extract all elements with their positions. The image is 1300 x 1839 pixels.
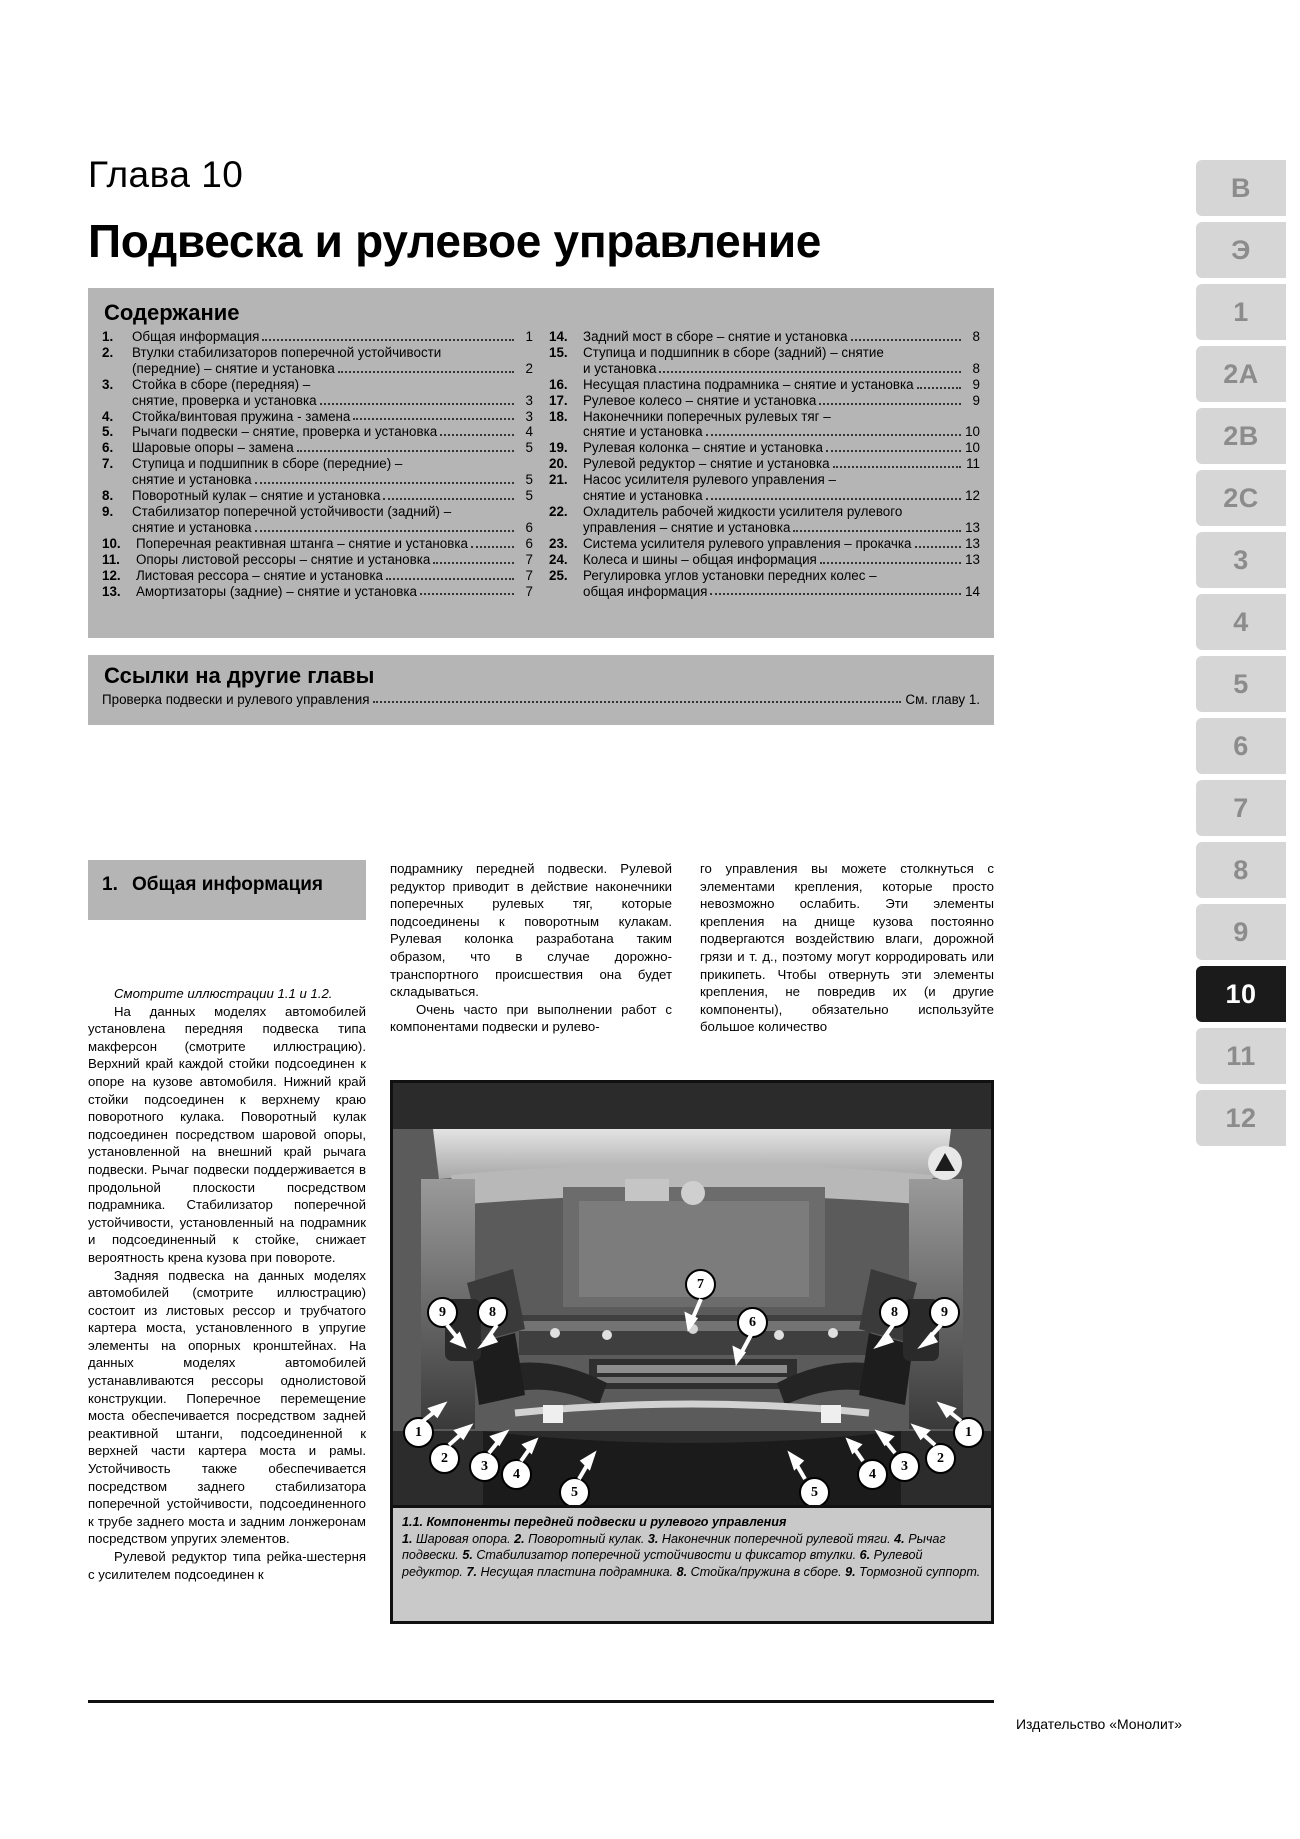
callout-9-right: 9	[929, 1297, 960, 1328]
toc-item-number: 3.	[102, 376, 114, 392]
tab-label: 8	[1233, 854, 1249, 885]
legend-num-6: 6.	[859, 1548, 871, 1562]
toc-item[interactable]	[102, 584, 533, 600]
toc-item-continuation	[102, 520, 533, 536]
toc-item-label: Система усилителя рулевого управления – прокачка	[583, 535, 912, 551]
toc-leader	[833, 457, 961, 468]
toc-item-continuation	[549, 584, 980, 600]
toc-item[interactable]	[549, 440, 980, 456]
toc-leader	[420, 584, 514, 595]
tab-label: 12	[1225, 1102, 1257, 1133]
callout-4-right: 4	[857, 1459, 888, 1490]
toc-item[interactable]	[102, 424, 533, 440]
toc-item-number: 20.	[549, 456, 568, 472]
tab-v[interactable]	[1196, 160, 1286, 216]
toc-leader	[386, 569, 514, 580]
body-paragraph: подрамнику передней подвески. Рулевой редуктор приводит в действие наконечники поперечных рулевых тяг, которые подсоединены к поворотным кулакам. Рулевая колонка разработана таким образом, что в случае дорожно-транспортного происшествия она будет складываться.	[390, 861, 672, 1000]
toc-heading: Содержание	[104, 300, 240, 325]
tab-label: 2С	[1223, 482, 1259, 513]
body-paragraph-italic: Смотрите иллюстрации 1.1 и 1.2.	[114, 986, 333, 1001]
callout-6: 6	[737, 1307, 768, 1338]
callout-3-right: 3	[889, 1451, 920, 1482]
figure-caption-title: 1.1. Компоненты передней подвески и рулевого управления	[402, 1515, 787, 1529]
body-paragraph: Очень часто при выполнении работ с компонентами подвески и рулево-	[390, 1001, 672, 1035]
toc-item-page: 6	[525, 519, 533, 535]
toc-item-continuation	[549, 520, 980, 536]
toc-item-number: 6.	[102, 440, 114, 456]
tab-label: 7	[1233, 792, 1249, 823]
tab-6[interactable]	[1196, 718, 1286, 774]
callout-2-right: 2	[925, 1443, 956, 1474]
toc-item[interactable]	[549, 329, 980, 345]
toc-item-number: 11.	[102, 551, 120, 567]
tab-11[interactable]	[1196, 1028, 1286, 1084]
footer-divider	[88, 1700, 994, 1703]
legend-text-6: Рулевой редуктор.	[402, 1548, 923, 1579]
tab-label: 3	[1233, 544, 1249, 575]
toc-item[interactable]	[549, 472, 980, 488]
toc-item[interactable]	[549, 536, 980, 552]
toc-item-label: Шаровые опоры – замена	[132, 440, 294, 456]
callout-8-right: 8	[879, 1297, 910, 1328]
toc-item-page: 8	[972, 329, 980, 344]
tab-label: В	[1231, 172, 1251, 203]
toc-leader	[915, 537, 961, 548]
toc-item-label: Охладитель рабочей жидкости усилителя рулевого	[583, 503, 903, 519]
toc-item-label: Поворотный кулак – снятие и установка	[132, 488, 381, 504]
toc-item-continuation	[102, 472, 533, 488]
toc-leader	[255, 473, 514, 484]
toc-leader	[851, 330, 961, 341]
toc-item-page: 13	[965, 551, 980, 567]
section-heading-band	[88, 860, 366, 920]
toc-item[interactable]	[549, 552, 980, 568]
toc-leader	[320, 394, 514, 405]
legend-num-8: 8.	[676, 1564, 688, 1579]
toc-item-continuation	[102, 393, 533, 409]
legend-text-2: Поворотный кулак.	[528, 1531, 645, 1546]
legend-num-1: 1.	[402, 1531, 413, 1546]
tab-7[interactable]	[1196, 780, 1286, 836]
tab-label: 2В	[1223, 420, 1259, 451]
toc-item-number: 8.	[102, 488, 114, 504]
toc-item-label: Колеса и шины – общая информация	[583, 551, 817, 567]
tab-label: 2А	[1223, 358, 1259, 389]
toc-item-continuation	[549, 488, 980, 504]
toc-item-label-2: снятие и установка	[583, 488, 703, 504]
toc-item-number: 17.	[549, 392, 568, 408]
toc-leader	[793, 521, 961, 532]
section-number: 1.	[102, 874, 118, 895]
callout-1-left: 1	[403, 1417, 434, 1448]
toc-item-number: 14.	[549, 329, 568, 344]
toc-item-label: Общая информация	[132, 329, 260, 344]
toc-item-label-2: снятие, проверка и установка	[132, 392, 317, 408]
toc-item[interactable]	[549, 345, 980, 361]
toc-item-page: 8	[972, 360, 980, 376]
toc-item-label-2: и установка	[583, 360, 657, 376]
tab-4[interactable]	[1196, 594, 1286, 650]
toc-item[interactable]	[102, 552, 533, 568]
toc-leader	[710, 584, 961, 595]
toc-item[interactable]	[549, 377, 980, 393]
tab-label: 10	[1225, 978, 1257, 1009]
toc-item-label-2: снятие и установка	[132, 472, 252, 488]
toc-leader	[706, 489, 961, 500]
legend-num-9: 9.	[845, 1564, 856, 1579]
tab-2a[interactable]	[1196, 346, 1286, 402]
toc-item-number: 13.	[102, 583, 121, 599]
tab-9[interactable]	[1196, 904, 1286, 960]
toc-leader	[826, 441, 961, 452]
toc-item[interactable]	[102, 504, 533, 520]
toc-item-number: 19.	[549, 440, 568, 456]
toc-leader	[297, 441, 514, 452]
toc-item-label-2: снятие и установка	[583, 424, 703, 440]
tab-label: 1	[1233, 296, 1249, 327]
legend-text-4: Рычаг подвески.	[402, 1531, 946, 1562]
toc-leader	[917, 378, 961, 389]
legend-num-2: 2.	[514, 1531, 525, 1546]
body-column-2	[390, 860, 672, 1036]
tab-10-current[interactable]	[1196, 966, 1286, 1022]
toc-item-label: Листовая рессора – снятие и установка	[136, 567, 383, 583]
toc-leader	[353, 409, 514, 420]
toc-item-label: Рулевой редуктор – снятие и установка	[583, 456, 830, 472]
toc-item-label: Задний мост в сборе – снятие и установка	[583, 329, 848, 344]
toc-item[interactable]	[549, 568, 980, 584]
toc-leader	[255, 521, 514, 532]
tab-label: 4	[1233, 606, 1249, 637]
toc-item-label-2: управления – снятие и установка	[583, 519, 791, 535]
legend-text-5: Стабилизатор поперечной устойчивости и фиксатор втулки.	[476, 1548, 857, 1562]
toc-leader	[262, 330, 514, 341]
toc-item-number: 1.	[102, 329, 114, 344]
tab-8[interactable]	[1196, 842, 1286, 898]
callout-3-left: 3	[469, 1451, 500, 1482]
toc-item-label: Втулки стабилизаторов поперечной устойчивости	[132, 344, 442, 360]
legend-num-4: 4.	[894, 1531, 905, 1546]
toc-item-number: 25.	[549, 567, 568, 583]
toc-item-number: 18.	[549, 408, 568, 424]
tab-label: 6	[1233, 730, 1249, 761]
tab-label: 11	[1226, 1040, 1256, 1071]
toc-leader	[338, 362, 514, 373]
toc-item-page: 1	[525, 329, 533, 344]
toc-item-number: 2.	[102, 344, 114, 360]
publisher-imprint: Издательство «Монолит»	[1015, 1716, 1182, 1732]
tab-label: Э	[1231, 234, 1251, 265]
toc-item-label: Амортизаторы (задние) – снятие и установка	[136, 583, 417, 599]
body-paragraph: На данных моделях автомобилей установлена передняя подвеска типа макферсон (смотрите иллюстрацию). Верхний край каждой стойки подсоединен к опоре на кузове автомобиля. Нижний край стойки подсоединен к верхнему краю поворотного кулака. Поворотный кулак подсоединен посредством шаровой опоры, установленной на внешний край рычага подвески. Рычаг подвески поддерживается в продольной плоскости посредством подрамника. Стабилизатор поперечной устойчивости, установленный на подрамник и подсоединенный к стойке, снижает вероятность крена кузова при повороте.	[88, 1003, 366, 1265]
toc-item-page: 7	[525, 567, 533, 583]
toc-item[interactable]	[549, 504, 980, 520]
toc-item-number: 24.	[549, 551, 568, 567]
tab-label: 5	[1233, 668, 1249, 699]
toc-item-label: Рычаги подвески – снятие, проверка и установка	[132, 424, 438, 440]
toc-item-page: 7	[525, 583, 533, 599]
body-paragraph: Задняя подвеска на данных моделях автомобилей (смотрите иллюстрацию) состоит из листовых рессор и трубчатого картера моста, установленного в упругие элементы на опорных кронштейнах. На данных моделях автомобилей устанавливаются рессоры однолистовой конструкции. Поперечное перемещение моста обеспечивается посредством задней реактивной штанги, подсоединенной к верхней части картера моста и рамы. Устойчивость также обеспечивается посредством заднего стабилизатора поперечной устойчивости, подсоединенного к трубе заднего моста и задним лонжеронам посредством упругих элементов.	[88, 1267, 366, 1547]
toc-item-page: 6	[525, 535, 533, 551]
toc-item-continuation	[549, 424, 980, 440]
cross-references-box	[88, 655, 994, 725]
cross-reference-label: Проверка подвески и рулевого управления	[102, 692, 370, 707]
toc-item-label: Рулевая колонка – снятие и установка	[583, 440, 823, 456]
toc-item[interactable]	[549, 456, 980, 472]
toc-leader	[820, 553, 961, 564]
cross-reference-item[interactable]	[102, 692, 980, 707]
toc-item[interactable]	[102, 440, 533, 456]
body-paragraph: Рулевой редуктор типа рейка-шестерня с усилителем подсоединен к	[88, 1549, 366, 1582]
toc-item-page: 2	[525, 360, 533, 376]
legend-text-3: Наконечник поперечной рулевой тяги.	[661, 1531, 891, 1546]
toc-item-label: Стойка/винтовая пружина - замена	[132, 408, 351, 424]
toc-column-left	[102, 329, 533, 599]
toc-item-number: 7.	[102, 456, 114, 472]
tab-12[interactable]	[1196, 1090, 1286, 1146]
toc-item-page: 12	[965, 488, 980, 504]
toc-item-page: 11	[966, 456, 980, 472]
toc-item-number: 10.	[102, 535, 121, 551]
toc-leader	[819, 394, 961, 405]
toc-item-label: Поперечная реактивная штанга – снятие и установка	[136, 535, 468, 551]
callout-7: 7	[685, 1269, 716, 1300]
figure-caption	[390, 1508, 994, 1624]
toc-column-right	[549, 329, 980, 599]
toc-item-page: 13	[965, 535, 980, 551]
toc-leader	[373, 692, 901, 703]
toc-item-label: Наконечники поперечных рулевых тяг –	[583, 408, 831, 424]
toc-item-page: 10	[965, 424, 980, 440]
toc-item[interactable]	[102, 409, 533, 425]
tab-label: 9	[1233, 916, 1249, 947]
toc-item-label: Несущая пластина подрамника – снятие и установка	[583, 376, 914, 392]
chapter-label: Глава 10	[88, 154, 244, 195]
legend-num-5: 5.	[462, 1548, 473, 1562]
toc-item-continuation	[549, 361, 980, 377]
toc-item-page: 5	[525, 440, 533, 456]
toc-item-label: Ступица и подшипник в сборе (задний) – снятие	[583, 344, 884, 360]
cross-references-heading: Ссылки на другие главы	[104, 663, 375, 688]
toc-item[interactable]	[549, 393, 980, 409]
toc-item-page: 9	[972, 392, 980, 408]
toc-item-page: 3	[525, 392, 533, 408]
toc-item[interactable]	[549, 409, 980, 425]
toc-leader	[383, 489, 514, 500]
legend-text-1: Шаровая опора.	[416, 1531, 511, 1546]
tab-2c[interactable]	[1196, 470, 1286, 526]
figure-1-1	[390, 1080, 994, 1508]
toc-item-label-2: общая информация	[583, 583, 708, 599]
toc-item-number: 12.	[102, 567, 121, 583]
tab-1[interactable]	[1196, 284, 1286, 340]
toc-item-label: Стойка в сборе (передняя) –	[132, 376, 311, 392]
page-title: Подвеска и рулевое управление	[88, 215, 822, 267]
body-column-3	[700, 860, 994, 1036]
toc-item[interactable]	[102, 568, 533, 584]
toc-item-page: 14	[965, 583, 980, 599]
toc-item[interactable]	[102, 488, 533, 504]
figure-caption-legend	[402, 1531, 982, 1581]
toc-leader	[440, 425, 514, 436]
body-paragraph: го управления вы можете столкнуться с элементами крепления, которые просто невозможно ослабить. Эти элементы крепления на днище кузова постоянно подвергаются воздействию влаги, дорожной грязи и т. д., поэтому могут корродировать или прикипеть. Чтобы отвернуть эти элементы крепления, не повредив их (и другие компоненты), обязательно используйте большое количество	[700, 861, 994, 1035]
toc-item[interactable]	[102, 377, 533, 393]
toc-item-page: 3	[525, 408, 533, 424]
toc-item-label: Регулировка углов установки передних колес –	[583, 567, 877, 583]
callout-8-left: 8	[477, 1297, 508, 1328]
cross-reference-target: См. главу 1.	[905, 692, 980, 707]
toc-item-page: 9	[972, 376, 980, 392]
toc-leader	[433, 553, 514, 564]
toc-item-label: Стабилизатор поперечной устойчивости (задний) –	[132, 503, 452, 519]
callout-1-right: 1	[953, 1417, 984, 1448]
section-heading	[102, 874, 323, 896]
toc-item-number: 5.	[102, 424, 114, 440]
toc-item-page: 13	[965, 519, 980, 535]
legend-num-7: 7.	[466, 1564, 477, 1579]
toc-item[interactable]	[102, 456, 533, 472]
toc-item[interactable]	[102, 345, 533, 361]
toc-item[interactable]	[102, 329, 533, 345]
callout-9-left: 9	[427, 1297, 458, 1328]
toc-item-label: Насос усилителя рулевого управления –	[583, 472, 836, 488]
toc-item-number: 23.	[549, 535, 568, 551]
toc-item-label-2: (передние) – снятие и установка	[132, 360, 335, 376]
table-of-contents	[88, 288, 994, 638]
toc-leader	[659, 362, 961, 373]
toc-item-number: 4.	[102, 408, 114, 424]
callout-5-right: 5	[799, 1477, 830, 1508]
toc-leader	[706, 425, 961, 436]
toc-item-number: 22.	[549, 503, 568, 519]
toc-item-label: Опоры листовой рессоры – снятие и установка	[136, 551, 431, 567]
callout-4-left: 4	[501, 1459, 532, 1490]
legend-text-9: Тормозной суппорт.	[859, 1564, 981, 1579]
tab-5[interactable]	[1196, 656, 1286, 712]
toc-leader	[471, 537, 514, 548]
toc-item-label: Ступица и подшипник в сборе (передние) –	[132, 456, 403, 472]
toc-item-number: 9.	[102, 503, 114, 519]
toc-item-continuation	[102, 361, 533, 377]
legend-text-8: Стойка/пружина в сборе.	[690, 1564, 842, 1579]
tab-e[interactable]	[1196, 222, 1286, 278]
toc-item[interactable]	[102, 536, 533, 552]
toc-item-page: 10	[965, 440, 980, 456]
body-column-1	[88, 985, 366, 1583]
chapter-tab-index	[1196, 160, 1286, 1152]
callout-5-left: 5	[559, 1477, 590, 1508]
toc-item-label: Рулевое колесо – снятие и установка	[583, 392, 817, 408]
toc-item-page: 7	[525, 551, 533, 567]
toc-item-number: 16.	[549, 376, 568, 392]
callout-2-left: 2	[429, 1443, 460, 1474]
toc-item-page: 5	[525, 472, 533, 488]
toc-item-number: 15.	[549, 344, 568, 360]
legend-text-7: Несущая пластина подрамника.	[480, 1564, 674, 1579]
toc-item-number: 21.	[549, 472, 568, 488]
toc-item-page: 4	[525, 424, 533, 440]
tab-2b[interactable]	[1196, 408, 1286, 464]
toc-item-page: 5	[525, 488, 533, 504]
toc-item-label-2: снятие и установка	[132, 519, 252, 535]
tab-3[interactable]	[1196, 532, 1286, 588]
legend-num-3: 3.	[647, 1531, 659, 1546]
section-title: Общая информация	[132, 874, 324, 895]
